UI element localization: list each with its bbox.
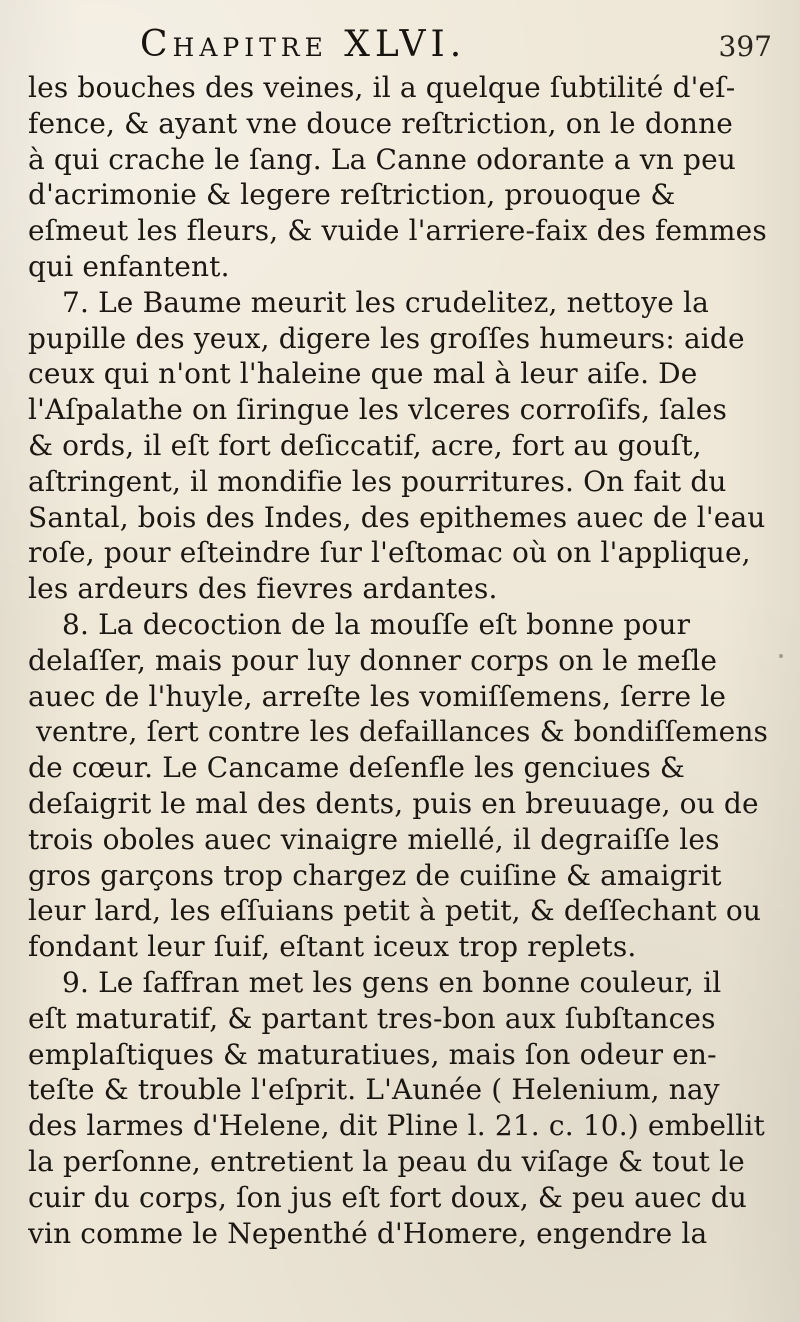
text-line: qui enfantent.: [28, 249, 230, 283]
text-line: les bouches des veines, il a quelque ſubtilité d'eſ-: [28, 71, 736, 104]
text-line: cuir du corps, ſon jus eſt fort doux, & peu auec du: [28, 1180, 747, 1214]
text-line: Santal, bois des Indes, des epithemes auec de l'eau: [28, 500, 766, 534]
text-line: eſmeut les fleurs, & vuide l'arriere-faix des femmes: [28, 214, 767, 248]
text-line: d'acrimonie & legere reſtriction, prouoque &: [28, 178, 676, 212]
text-line: l'Aſpalathe on ſiringue les vlceres corroſifs, ſales: [28, 393, 727, 427]
text-line: auec de l'huyle, arreſte les vomiſſemens, ſerre le: [28, 679, 727, 713]
running-head: Chapitre XLVI.: [140, 24, 467, 65]
text-line: delaſſer, mais pour luy donner corps on le meſle: [28, 643, 718, 677]
paper-speck: [779, 654, 783, 658]
text-line: les ardeurs des fievres ardantes.: [28, 572, 498, 606]
text-line: teſte & trouble l'eſprit. L'Aunée ( Helenium, nay: [28, 1073, 720, 1107]
text-line: leur lard, les eſſuians petit à petit, & deſſechant ou: [28, 894, 762, 928]
text-line: emplaſtiques & maturatiues, mais ſon odeur en-: [28, 1037, 717, 1071]
text-line: pupille des yeux, digere les groſſes humeurs: aide: [28, 321, 745, 355]
page-number: 397: [718, 30, 772, 63]
text-line: trois oboles auec vinaigre miellé, il degraiſſe les: [28, 822, 720, 856]
text-line: ceux qui n'ont l'haleine que mal à leur aiſe. De: [28, 357, 698, 391]
text-line: gros garçons trop chargez de cuiſine & amaigrit: [28, 858, 722, 892]
text-line: de cœur. Le Cancame deſenfle les genciues &: [28, 751, 685, 785]
text-line: 9. Le ſaffran met les gens en bonne couleur, il: [62, 965, 722, 999]
text-line: des larmes d'Helene, dit Pline l. 21. c. 10.) embellit: [28, 1109, 765, 1143]
page-header: [0, 24, 800, 68]
text-line: fence, & ayant vne douce reſtriction, on le donne: [28, 106, 733, 140]
text-line: eſt maturatif, & partant tres-bon aux ſubſtances: [28, 1001, 716, 1035]
main-text: [28, 70, 770, 1251]
text-line: 7. Le Baume meurit les crudelitez, nettoye la: [62, 285, 709, 319]
text-line: la perſonne, entretient la peau du viſage & tout le: [28, 1144, 745, 1178]
text-line: deſaigrit le mal des dents, puis en breuuage, ou de: [28, 786, 759, 820]
text-line: aſtringent, il mondifie les pourritures. On fait du: [28, 464, 727, 498]
text-line: vin comme le Nepenthé d'Homere, engendre la: [28, 1216, 708, 1250]
text-line: & ords, il eſt fort deſiccatif, acre, fort au gouſt,: [28, 428, 702, 462]
text-line: ventre, ſert contre les defaillances & bondiſſemens: [36, 715, 769, 749]
text-line: à qui crache le ſang. La Canne odorante a vn peu: [28, 142, 736, 176]
text-line: fondant leur ſuif, eſtant iceux trop replets.: [28, 930, 637, 964]
text-line: 8. La decoction de la mouſſe eſt bonne pour: [62, 607, 691, 641]
text-line: roſe, pour eſteindre ſur l'eſtomac où on l'applique,: [28, 536, 751, 570]
